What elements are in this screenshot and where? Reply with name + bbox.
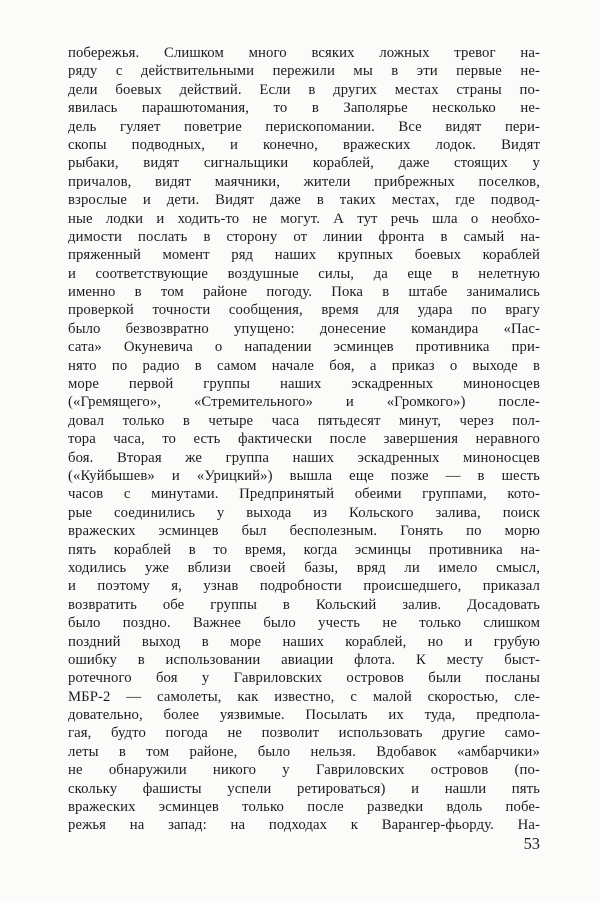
text-line: димости послать в сторону от линии фронта в самый на- xyxy=(68,228,540,245)
text-line: дель гуляет поветрие перископомании. Все видят пери- xyxy=(68,118,540,135)
text-line: причалов, видят маячники, жители прибрежных поселков, xyxy=(68,173,540,190)
text-line: («Гремящего», «Стремительного» и «Громкого») после- xyxy=(68,394,540,411)
text-line: было поздно. Важнее было учесть не только слишком xyxy=(68,615,540,632)
page-number: 53 xyxy=(523,834,540,853)
text-line: рые соединились у выхода из Кольского залива, поиск xyxy=(68,504,540,521)
text-line: («Куйбышев» и «Урицкий») вышла еще позже — в шесть xyxy=(68,467,540,484)
text-line: нято по радио в самом начале боя, а приказ о выходе в xyxy=(68,357,540,374)
text-line: скольку фашисты успели ретироваться) и нашли пять xyxy=(68,780,540,797)
text-line: пять кораблей в то время, когда эсминцы противника на- xyxy=(68,541,540,558)
text-line: не обнаружили никого у Гавриловских островов (по- xyxy=(68,762,540,779)
text-line: побережья. Слишком много всяких ложных тревог на- xyxy=(68,45,540,61)
text-line: поздний выход в море наших кораблей, но и грубую xyxy=(68,633,540,650)
text-line: ротечного боя у Гавриловских островов были посланы xyxy=(68,670,540,687)
text-line: явилась парашютомания, то в Заполярье несколько не- xyxy=(68,100,540,117)
body-text xyxy=(68,44,540,835)
text-line: и соответствующие воздушные силы, да еще в нелетную xyxy=(68,265,540,282)
text-line: пряженный момент ряд наших крупных боевых кораблей xyxy=(68,247,540,264)
text-line: сата» Окуневича о нападении эсминцев противника при- xyxy=(68,339,540,356)
text-line: тора часа, то есть фактически после завершения неравного xyxy=(68,431,540,448)
text-line: было безвозвратно упущено: донесение командира «Пас- xyxy=(68,320,540,337)
text-line: режья на запад: на подходах к Варангер-фьорду. На- xyxy=(68,817,540,834)
text-line: ряду с действительными пережили мы в эти первые не- xyxy=(68,63,540,80)
text-line: довательно, более уязвимые. Посылать их туда, предпола- xyxy=(68,707,540,724)
text-line: довал только в четыре часа пятьдесят минут, через пол- xyxy=(68,412,540,429)
text-line: вражеских эсминцев только после разведки вдоль побе- xyxy=(68,799,540,816)
text-line: леты в том районе, было нельзя. Вдобавок «амбарчики» xyxy=(68,743,540,760)
text-line: ходились уже вблизи своей базы, вряд ли имело смысл, xyxy=(68,559,540,576)
text-line: боя. Вторая же группа наших эскадренных миноносцев xyxy=(68,449,540,466)
text-line: именно в том районе погоду. Пока в штабе занимались xyxy=(68,284,540,301)
text-line: МБР-2 — самолеты, как известно, с малой скоростью, сле- xyxy=(68,688,540,705)
text-line: часов с минутами. Предпринятый обеими группами, кото- xyxy=(68,486,540,503)
text-line: скопы подводных, и конечно, вражеских лодок. Видят xyxy=(68,136,540,153)
text-line: гая, будто погода не позволит использовать другие само- xyxy=(68,725,540,742)
text-line: дели боевых действий. Если в других местах страны по- xyxy=(68,81,540,98)
text-line: проверкой точности сообщения, время для удара по врагу xyxy=(68,302,540,319)
text-line: море первой группы наших эскадренных миноносцев xyxy=(68,376,540,393)
text-line: вражеских эсминцев был бесполезным. Гонять по морю xyxy=(68,523,540,540)
text-line: взрослые и дети. Видят даже в таких местах, где подвод- xyxy=(68,192,540,209)
text-line: возвратить обе группы в Кольский залив. Досадовать xyxy=(68,596,540,613)
text-line: ошибку в использовании авиации флота. К месту быст- xyxy=(68,651,540,668)
text-line: и поэтому я, узнав подробности происшедшего, приказал xyxy=(68,578,540,595)
text-line: рыбаки, видят сигнальщики кораблей, даже стоящих у xyxy=(68,155,540,172)
text-line: ные лодки и ходить-то не могут. А тут речь шла о необхо- xyxy=(68,210,540,227)
